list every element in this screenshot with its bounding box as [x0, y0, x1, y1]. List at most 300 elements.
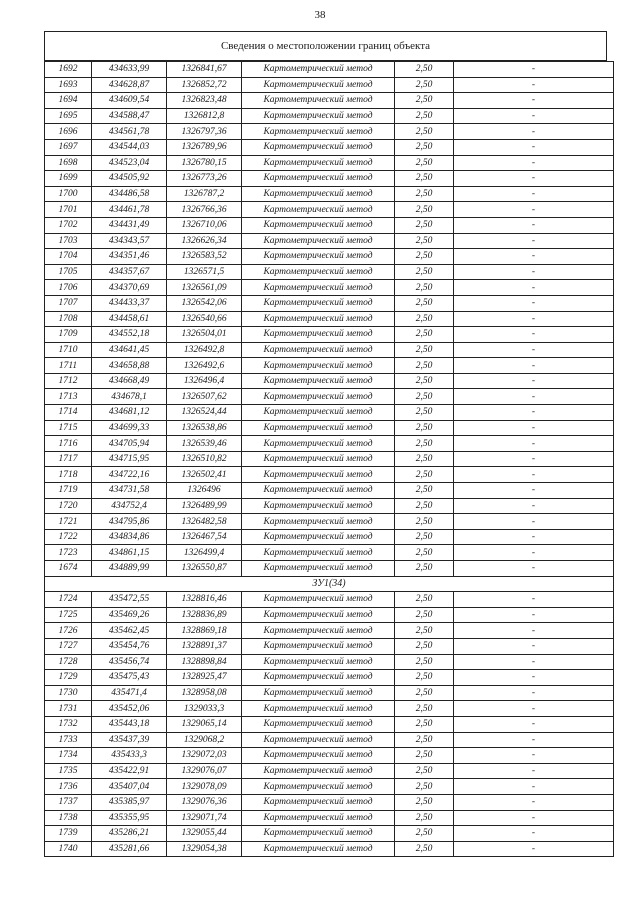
point-number-cell: 1694 — [45, 93, 92, 109]
method-cell: Картометрический метод — [242, 779, 395, 795]
coord-y-cell: 1328925,47 — [167, 670, 242, 686]
table-row — [45, 592, 614, 608]
note-cell: - — [454, 420, 614, 436]
method-cell: Картометрический метод — [242, 716, 395, 732]
accuracy-cell: 2,50 — [395, 561, 454, 577]
accuracy-cell: 2,50 — [395, 732, 454, 748]
coord-y-cell: 1328869,18 — [167, 623, 242, 639]
accuracy-cell: 2,50 — [395, 685, 454, 701]
accuracy-cell: 2,50 — [395, 155, 454, 171]
coord-y-cell: 1329054,38 — [167, 841, 242, 857]
accuracy-cell: 2,50 — [395, 186, 454, 202]
table-row — [45, 701, 614, 717]
accuracy-cell: 2,50 — [395, 311, 454, 327]
accuracy-cell: 2,50 — [395, 529, 454, 545]
note-cell: - — [454, 295, 614, 311]
coord-y-cell: 1326482,58 — [167, 514, 242, 530]
table-row — [45, 311, 614, 327]
coord-x-cell: 435462,45 — [92, 623, 167, 639]
coord-y-cell: 1326780,15 — [167, 155, 242, 171]
note-cell: - — [454, 62, 614, 78]
coord-x-cell: 434552,18 — [92, 327, 167, 343]
table-row — [45, 779, 614, 795]
method-cell: Картометрический метод — [242, 233, 395, 249]
coord-x-cell: 434752,4 — [92, 498, 167, 514]
coord-y-cell: 1328898,84 — [167, 654, 242, 670]
accuracy-cell: 2,50 — [395, 670, 454, 686]
coord-x-cell: 434641,45 — [92, 342, 167, 358]
table-row — [45, 607, 614, 623]
accuracy-cell: 2,50 — [395, 514, 454, 530]
coord-y-cell: 1326561,09 — [167, 280, 242, 296]
accuracy-cell: 2,50 — [395, 62, 454, 78]
note-cell: - — [454, 77, 614, 93]
table-row — [45, 638, 614, 654]
coord-x-cell: 434561,78 — [92, 124, 167, 140]
note-cell: - — [454, 716, 614, 732]
point-number-cell: 1728 — [45, 654, 92, 670]
note-cell: - — [454, 483, 614, 499]
table-row — [45, 794, 614, 810]
note-cell: - — [454, 623, 614, 639]
accuracy-cell: 2,50 — [395, 794, 454, 810]
point-number-cell: 1723 — [45, 545, 92, 561]
point-number-cell: 1697 — [45, 139, 92, 155]
coord-x-cell: 434678,1 — [92, 389, 167, 405]
table-row — [45, 108, 614, 124]
table-row — [45, 373, 614, 389]
coord-y-cell: 1326492,6 — [167, 358, 242, 374]
point-number-cell: 1703 — [45, 233, 92, 249]
coord-y-cell: 1329076,07 — [167, 763, 242, 779]
point-number-cell: 1730 — [45, 685, 92, 701]
table-row — [45, 483, 614, 499]
coord-y-cell: 1326710,06 — [167, 217, 242, 233]
note-cell: - — [454, 155, 614, 171]
coord-x-cell: 434795,86 — [92, 514, 167, 530]
point-number-cell: 1720 — [45, 498, 92, 514]
method-cell: Картометрический метод — [242, 483, 395, 499]
table-row — [45, 826, 614, 842]
point-number-cell: 1674 — [45, 561, 92, 577]
table-row — [45, 217, 614, 233]
coordinates-table — [44, 61, 614, 857]
table-row — [45, 436, 614, 452]
method-cell: Картометрический метод — [242, 171, 395, 187]
table-row — [45, 545, 614, 561]
method-cell: Картометрический метод — [242, 311, 395, 327]
note-cell: - — [454, 841, 614, 857]
table-row — [45, 763, 614, 779]
method-cell: Картометрический метод — [242, 327, 395, 343]
accuracy-cell: 2,50 — [395, 654, 454, 670]
coord-x-cell: 434681,12 — [92, 405, 167, 421]
table-row — [45, 77, 614, 93]
coord-x-cell: 434461,78 — [92, 202, 167, 218]
coord-x-cell: 435452,06 — [92, 701, 167, 717]
note-cell: - — [454, 763, 614, 779]
point-number-cell: 1727 — [45, 638, 92, 654]
note-cell: - — [454, 186, 614, 202]
note-cell: - — [454, 311, 614, 327]
point-number-cell: 1718 — [45, 467, 92, 483]
table-row — [45, 685, 614, 701]
accuracy-cell: 2,50 — [395, 436, 454, 452]
accuracy-cell: 2,50 — [395, 498, 454, 514]
table-row — [45, 529, 614, 545]
method-cell: Картометрический метод — [242, 77, 395, 93]
coord-y-cell: 1329071,74 — [167, 810, 242, 826]
table-row — [45, 171, 614, 187]
point-number-cell: 1737 — [45, 794, 92, 810]
coord-x-cell: 435433,3 — [92, 748, 167, 764]
coord-x-cell: 434486,58 — [92, 186, 167, 202]
point-number-cell: 1736 — [45, 779, 92, 795]
method-cell: Картометрический метод — [242, 592, 395, 608]
note-cell: - — [454, 732, 614, 748]
note-cell: - — [454, 592, 614, 608]
method-cell: Картометрический метод — [242, 654, 395, 670]
note-cell: - — [454, 264, 614, 280]
method-cell: Картометрический метод — [242, 607, 395, 623]
method-cell: Картометрический метод — [242, 373, 395, 389]
note-cell: - — [454, 685, 614, 701]
point-number-cell: 1702 — [45, 217, 92, 233]
table-row — [45, 186, 614, 202]
table-row — [45, 716, 614, 732]
accuracy-cell: 2,50 — [395, 467, 454, 483]
coord-x-cell: 435355,95 — [92, 810, 167, 826]
note-cell: - — [454, 217, 614, 233]
table-row — [45, 732, 614, 748]
accuracy-cell: 2,50 — [395, 342, 454, 358]
point-number-cell: 1734 — [45, 748, 92, 764]
point-number-cell: 1722 — [45, 529, 92, 545]
point-number-cell: 1698 — [45, 155, 92, 171]
coord-x-cell: 434544,03 — [92, 139, 167, 155]
method-cell: Картометрический метод — [242, 358, 395, 374]
coord-y-cell: 1326583,52 — [167, 249, 242, 265]
point-number-cell: 1699 — [45, 171, 92, 187]
coord-y-cell: 1326812,8 — [167, 108, 242, 124]
table-row — [45, 670, 614, 686]
accuracy-cell: 2,50 — [395, 171, 454, 187]
method-cell: Картометрический метод — [242, 732, 395, 748]
method-cell: Картометрический метод — [242, 529, 395, 545]
section-label: ЗУ1(34) — [45, 576, 614, 592]
note-cell: - — [454, 249, 614, 265]
coord-y-cell: 1326540,66 — [167, 311, 242, 327]
table-row — [45, 420, 614, 436]
accuracy-cell: 2,50 — [395, 327, 454, 343]
note-cell: - — [454, 529, 614, 545]
accuracy-cell: 2,50 — [395, 124, 454, 140]
coord-x-cell: 434633,99 — [92, 62, 167, 78]
accuracy-cell: 2,50 — [395, 217, 454, 233]
note-cell: - — [454, 794, 614, 810]
accuracy-cell: 2,50 — [395, 93, 454, 109]
table-row — [45, 139, 614, 155]
coord-x-cell: 434609,54 — [92, 93, 167, 109]
table-row — [45, 202, 614, 218]
accuracy-cell: 2,50 — [395, 779, 454, 795]
point-number-cell: 1724 — [45, 592, 92, 608]
accuracy-cell: 2,50 — [395, 139, 454, 155]
coord-y-cell: 1326542,06 — [167, 295, 242, 311]
point-number-cell: 1721 — [45, 514, 92, 530]
method-cell: Картометрический метод — [242, 545, 395, 561]
point-number-cell: 1704 — [45, 249, 92, 265]
note-cell: - — [454, 342, 614, 358]
method-cell: Картометрический метод — [242, 93, 395, 109]
note-cell: - — [454, 233, 614, 249]
coord-x-cell: 434523,04 — [92, 155, 167, 171]
method-cell: Картометрический метод — [242, 264, 395, 280]
method-cell: Картометрический метод — [242, 202, 395, 218]
accuracy-cell: 2,50 — [395, 623, 454, 639]
point-number-cell: 1700 — [45, 186, 92, 202]
coord-y-cell: 1326467,54 — [167, 529, 242, 545]
method-cell: Картометрический метод — [242, 763, 395, 779]
coord-y-cell: 1326841,67 — [167, 62, 242, 78]
note-cell: - — [454, 810, 614, 826]
method-cell: Картометрический метод — [242, 124, 395, 140]
method-cell: Картометрический метод — [242, 249, 395, 265]
coord-x-cell: 434731,58 — [92, 483, 167, 499]
accuracy-cell: 2,50 — [395, 108, 454, 124]
coord-x-cell: 434722,16 — [92, 467, 167, 483]
note-cell: - — [454, 826, 614, 842]
note-cell: - — [454, 171, 614, 187]
point-number-cell: 1717 — [45, 451, 92, 467]
coord-x-cell: 434668,49 — [92, 373, 167, 389]
coord-y-cell: 1329072,03 — [167, 748, 242, 764]
coord-x-cell: 434431,49 — [92, 217, 167, 233]
note-cell: - — [454, 451, 614, 467]
section-row — [45, 576, 614, 592]
point-number-cell: 1725 — [45, 607, 92, 623]
accuracy-cell: 2,50 — [395, 701, 454, 717]
point-number-cell: 1733 — [45, 732, 92, 748]
point-number-cell: 1738 — [45, 810, 92, 826]
coord-y-cell: 1329055,44 — [167, 826, 242, 842]
table-row — [45, 327, 614, 343]
point-number-cell: 1713 — [45, 389, 92, 405]
coord-x-cell: 435443,18 — [92, 716, 167, 732]
table-row — [45, 358, 614, 374]
note-cell: - — [454, 436, 614, 452]
coord-y-cell: 1326539,46 — [167, 436, 242, 452]
method-cell: Картометрический метод — [242, 794, 395, 810]
table-row — [45, 389, 614, 405]
table-row — [45, 451, 614, 467]
coord-x-cell: 434588,47 — [92, 108, 167, 124]
coord-y-cell: 1326499,4 — [167, 545, 242, 561]
method-cell: Картометрический метод — [242, 186, 395, 202]
coord-x-cell: 434370,69 — [92, 280, 167, 296]
coord-y-cell: 1326789,96 — [167, 139, 242, 155]
coord-y-cell: 1326773,26 — [167, 171, 242, 187]
coord-x-cell: 435281,66 — [92, 841, 167, 857]
point-number-cell: 1719 — [45, 483, 92, 499]
accuracy-cell: 2,50 — [395, 77, 454, 93]
accuracy-cell: 2,50 — [395, 389, 454, 405]
coord-x-cell: 435385,97 — [92, 794, 167, 810]
coord-y-cell: 1326797,36 — [167, 124, 242, 140]
accuracy-cell: 2,50 — [395, 592, 454, 608]
table-row — [45, 514, 614, 530]
coord-x-cell: 434343,57 — [92, 233, 167, 249]
coord-x-cell: 435475,43 — [92, 670, 167, 686]
coord-y-cell: 1326626,34 — [167, 233, 242, 249]
coord-x-cell: 434889,99 — [92, 561, 167, 577]
point-number-cell: 1735 — [45, 763, 92, 779]
coord-y-cell: 1329076,36 — [167, 794, 242, 810]
coord-y-cell: 1326787,2 — [167, 186, 242, 202]
coord-y-cell: 1326524,44 — [167, 405, 242, 421]
coord-x-cell: 435422,91 — [92, 763, 167, 779]
coord-x-cell: 434458,61 — [92, 311, 167, 327]
table-row — [45, 748, 614, 764]
accuracy-cell: 2,50 — [395, 420, 454, 436]
table-row — [45, 498, 614, 514]
method-cell: Картометрический метод — [242, 748, 395, 764]
coord-y-cell: 1326766,36 — [167, 202, 242, 218]
accuracy-cell: 2,50 — [395, 826, 454, 842]
table-row — [45, 280, 614, 296]
accuracy-cell: 2,50 — [395, 373, 454, 389]
coord-x-cell: 435456,74 — [92, 654, 167, 670]
note-cell: - — [454, 779, 614, 795]
table-row — [45, 623, 614, 639]
coord-x-cell: 434658,88 — [92, 358, 167, 374]
method-cell: Картометрический метод — [242, 623, 395, 639]
point-number-cell: 1709 — [45, 327, 92, 343]
method-cell: Картометрический метод — [242, 561, 395, 577]
point-number-cell: 1729 — [45, 670, 92, 686]
note-cell: - — [454, 373, 614, 389]
note-cell: - — [454, 327, 614, 343]
accuracy-cell: 2,50 — [395, 545, 454, 561]
accuracy-cell: 2,50 — [395, 264, 454, 280]
point-number-cell: 1696 — [45, 124, 92, 140]
coord-x-cell: 434715,95 — [92, 451, 167, 467]
method-cell: Картометрический метод — [242, 108, 395, 124]
accuracy-cell: 2,50 — [395, 249, 454, 265]
point-number-cell: 1708 — [45, 311, 92, 327]
method-cell: Картометрический метод — [242, 436, 395, 452]
coord-y-cell: 1328816,46 — [167, 592, 242, 608]
table-row — [45, 654, 614, 670]
note-cell: - — [454, 701, 614, 717]
accuracy-cell: 2,50 — [395, 202, 454, 218]
method-cell: Картометрический метод — [242, 405, 395, 421]
coord-x-cell: 435454,76 — [92, 638, 167, 654]
note-cell: - — [454, 514, 614, 530]
accuracy-cell: 2,50 — [395, 716, 454, 732]
coord-x-cell: 434834,86 — [92, 529, 167, 545]
accuracy-cell: 2,50 — [395, 748, 454, 764]
method-cell: Картометрический метод — [242, 514, 395, 530]
accuracy-cell: 2,50 — [395, 451, 454, 467]
coord-x-cell: 434861,15 — [92, 545, 167, 561]
note-cell: - — [454, 545, 614, 561]
point-number-cell: 1695 — [45, 108, 92, 124]
coord-y-cell: 1326852,72 — [167, 77, 242, 93]
table-row — [45, 264, 614, 280]
coord-y-cell: 1326504,01 — [167, 327, 242, 343]
method-cell: Картометрический метод — [242, 701, 395, 717]
method-cell: Картометрический метод — [242, 670, 395, 686]
coord-y-cell: 1326492,8 — [167, 342, 242, 358]
coord-x-cell: 434351,46 — [92, 249, 167, 265]
method-cell: Картометрический метод — [242, 841, 395, 857]
note-cell: - — [454, 670, 614, 686]
coord-x-cell: 434699,33 — [92, 420, 167, 436]
accuracy-cell: 2,50 — [395, 233, 454, 249]
point-number-cell: 1732 — [45, 716, 92, 732]
note-cell: - — [454, 139, 614, 155]
method-cell: Картометрический метод — [242, 155, 395, 171]
point-number-cell: 1726 — [45, 623, 92, 639]
method-cell: Картометрический метод — [242, 295, 395, 311]
accuracy-cell: 2,50 — [395, 607, 454, 623]
method-cell: Картометрический метод — [242, 342, 395, 358]
coord-y-cell: 1326538,86 — [167, 420, 242, 436]
table-row — [45, 810, 614, 826]
coord-x-cell: 435471,4 — [92, 685, 167, 701]
method-cell: Картометрический метод — [242, 217, 395, 233]
coord-x-cell: 434505,92 — [92, 171, 167, 187]
coord-y-cell: 1329078,09 — [167, 779, 242, 795]
table-row — [45, 93, 614, 109]
coord-x-cell: 434705,94 — [92, 436, 167, 452]
coord-x-cell: 435469,26 — [92, 607, 167, 623]
method-cell: Картометрический метод — [242, 498, 395, 514]
note-cell: - — [454, 638, 614, 654]
note-cell: - — [454, 202, 614, 218]
point-number-cell: 1692 — [45, 62, 92, 78]
table-row — [45, 342, 614, 358]
accuracy-cell: 2,50 — [395, 358, 454, 374]
coord-y-cell: 1326571,5 — [167, 264, 242, 280]
coord-y-cell: 1326823,48 — [167, 93, 242, 109]
note-cell: - — [454, 405, 614, 421]
table-row — [45, 62, 614, 78]
accuracy-cell: 2,50 — [395, 483, 454, 499]
method-cell: Картометрический метод — [242, 139, 395, 155]
note-cell: - — [454, 124, 614, 140]
coord-y-cell: 1326507,62 — [167, 389, 242, 405]
point-number-cell: 1705 — [45, 264, 92, 280]
accuracy-cell: 2,50 — [395, 841, 454, 857]
table-row — [45, 405, 614, 421]
table-row — [45, 467, 614, 483]
coord-x-cell: 434357,67 — [92, 264, 167, 280]
coord-x-cell: 435407,04 — [92, 779, 167, 795]
note-cell: - — [454, 561, 614, 577]
method-cell: Картометрический метод — [242, 420, 395, 436]
table-row — [45, 155, 614, 171]
coord-x-cell: 435472,55 — [92, 592, 167, 608]
coord-x-cell: 434628,87 — [92, 77, 167, 93]
coord-y-cell: 1326510,82 — [167, 451, 242, 467]
point-number-cell: 1711 — [45, 358, 92, 374]
method-cell: Картометрический метод — [242, 389, 395, 405]
point-number-cell: 1701 — [45, 202, 92, 218]
method-cell: Картометрический метод — [242, 467, 395, 483]
accuracy-cell: 2,50 — [395, 280, 454, 296]
